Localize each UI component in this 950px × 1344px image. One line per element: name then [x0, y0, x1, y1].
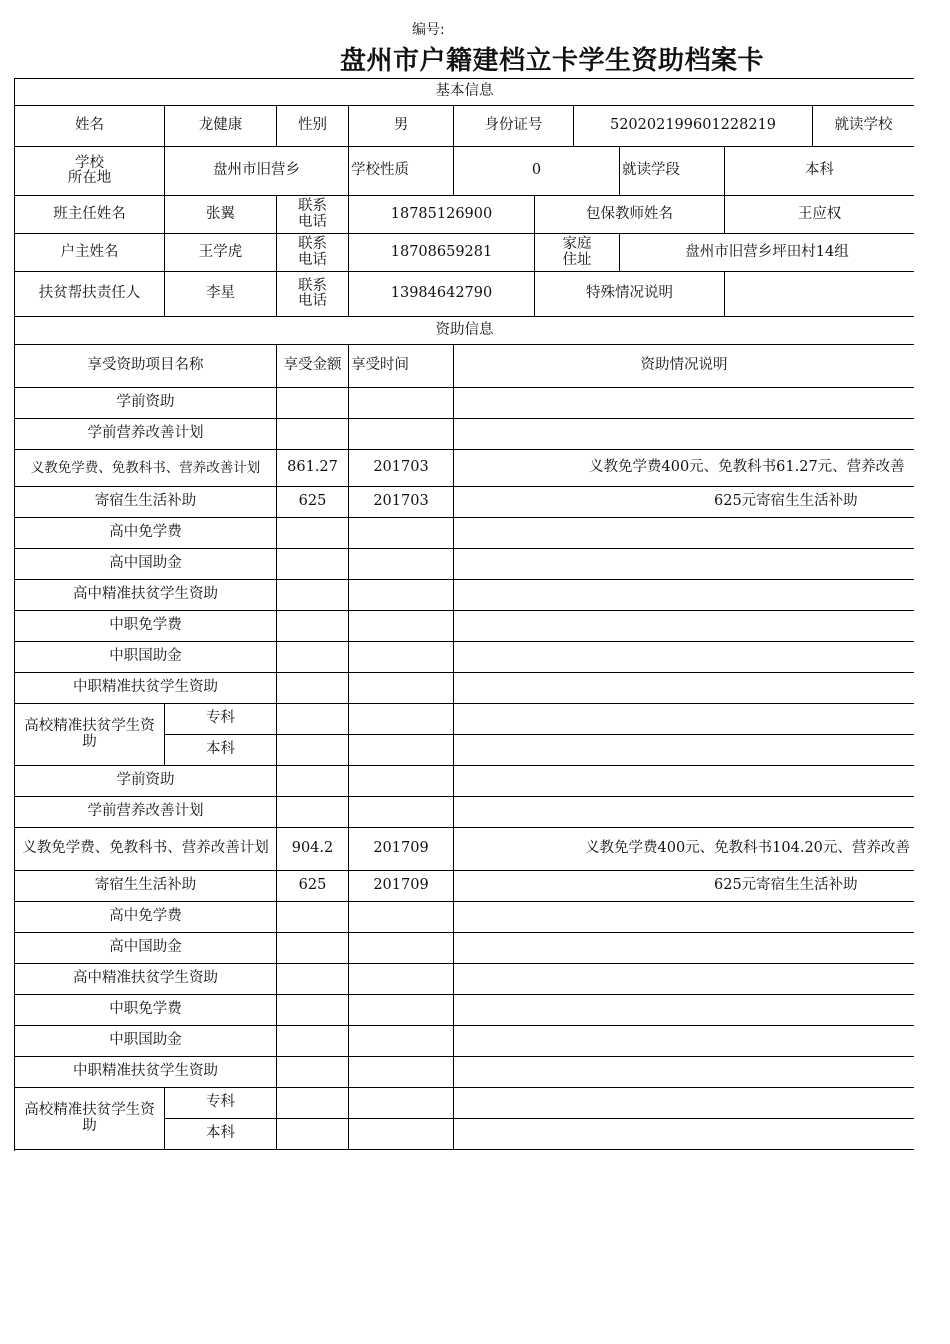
project-name: 高中国助金 — [15, 549, 277, 580]
project-name: 学前营养改善计划 — [15, 797, 277, 828]
basic-info-heading: 基本信息 — [15, 79, 914, 106]
amount-value: 861.27 — [277, 450, 349, 487]
amount-value — [277, 735, 349, 766]
desc-value — [454, 933, 914, 964]
time-value — [349, 580, 454, 611]
gender-value: 男 — [349, 106, 454, 147]
amount-value — [277, 673, 349, 704]
amount-value — [277, 1026, 349, 1057]
project-name: 中职国助金 — [15, 642, 277, 673]
time-value — [349, 766, 454, 797]
desc-value — [454, 1057, 914, 1088]
col-desc-header: 资助情况说明 — [454, 345, 914, 388]
householder-phone: 18708659281 — [349, 234, 535, 272]
home-address-value: 盘州市旧营乡坪田村14组 — [620, 234, 914, 272]
desc-value — [454, 902, 914, 933]
project-subtype: 本科 — [165, 735, 277, 766]
home-address-label: 家庭 住址 — [535, 234, 620, 272]
gender-label: 性别 — [277, 106, 349, 147]
time-value — [349, 549, 454, 580]
project-name: 中职免学费 — [15, 611, 277, 642]
time-value — [349, 902, 454, 933]
amount-value — [277, 419, 349, 450]
project-name: 义教免学费、免教科书、营养改善计划 — [15, 450, 277, 487]
aid-person-label: 扶贫帮扶责任人 — [15, 272, 165, 317]
desc-value — [454, 388, 914, 419]
time-value — [349, 419, 454, 450]
class-teacher-value: 张翼 — [165, 196, 277, 234]
desc-value — [454, 766, 914, 797]
time-value — [349, 1057, 454, 1088]
amount-value — [277, 1088, 349, 1119]
mentor-teacher-label: 包保教师姓名 — [535, 196, 725, 234]
amount-value: 904.2 — [277, 828, 349, 871]
special-notes-label: 特殊情况说明 — [535, 272, 725, 317]
school-type-label: 学校性质 — [349, 147, 454, 196]
desc-value — [454, 611, 914, 642]
amount-value — [277, 797, 349, 828]
project-name: 中职精准扶贫学生资助 — [15, 673, 277, 704]
aid-person-value: 李星 — [165, 272, 277, 317]
stage-label: 就读学段 — [620, 147, 725, 196]
desc-value — [454, 1088, 914, 1119]
time-value — [349, 964, 454, 995]
aid-record-table — [14, 78, 914, 1151]
school-location-label: 学校 所在地 — [15, 147, 165, 196]
school-type-value: 0 — [454, 147, 620, 196]
amount-value — [277, 933, 349, 964]
college-aid-group-label: 高校精准扶贫学生资助 — [15, 1088, 165, 1150]
amount-value — [277, 766, 349, 797]
college-aid-group-label: 高校精准扶贫学生资助 — [15, 704, 165, 766]
class-teacher-phone: 18785126900 — [349, 196, 535, 234]
phone-label: 联系 电话 — [277, 234, 349, 272]
time-value — [349, 797, 454, 828]
aid-person-phone: 13984642790 — [349, 272, 535, 317]
time-value: 201703 — [349, 450, 454, 487]
desc-value — [454, 1119, 914, 1150]
amount-value: 625 — [277, 487, 349, 518]
id-number-value: 520202199601228219 — [574, 106, 813, 147]
desc-value — [454, 580, 914, 611]
time-value — [349, 388, 454, 419]
amount-value — [277, 580, 349, 611]
desc-value — [454, 518, 914, 549]
time-value — [349, 995, 454, 1026]
page-title: 盘州市户籍建档立卡学生资助档案卡 — [340, 46, 765, 76]
project-subtype: 专科 — [165, 1088, 277, 1119]
class-teacher-label: 班主任姓名 — [15, 196, 165, 234]
amount-value — [277, 642, 349, 673]
amount-value — [277, 611, 349, 642]
time-value — [349, 704, 454, 735]
special-notes-value — [725, 272, 914, 317]
amount-value — [277, 902, 349, 933]
desc-value: 625元寄宿生生活补助 — [454, 487, 914, 518]
school-label: 就读学校 — [813, 106, 914, 147]
school-location-value: 盘州市旧营乡 — [165, 147, 349, 196]
project-name: 中职国助金 — [15, 1026, 277, 1057]
desc-value — [454, 673, 914, 704]
phone-label: 联系 电话 — [277, 196, 349, 234]
funding-info-heading: 资助信息 — [15, 317, 914, 345]
desc-value: 义教免学费400元、免教科书104.20元、营养改善 — [454, 828, 914, 871]
stage-value: 本科 — [725, 147, 914, 196]
desc-value: 义教免学费400元、免教科书61.27元、营养改善 — [454, 450, 914, 487]
amount-value: 625 — [277, 871, 349, 902]
householder-value: 王学虎 — [165, 234, 277, 272]
time-value — [349, 642, 454, 673]
project-name: 高中精准扶贫学生资助 — [15, 580, 277, 611]
desc-value — [454, 1026, 914, 1057]
mentor-teacher-value: 王应权 — [725, 196, 914, 234]
desc-value — [454, 419, 914, 450]
amount-value — [277, 995, 349, 1026]
time-value — [349, 1026, 454, 1057]
time-value — [349, 518, 454, 549]
desc-value — [454, 704, 914, 735]
project-name: 学前资助 — [15, 766, 277, 797]
project-name: 学前营养改善计划 — [15, 419, 277, 450]
project-name: 寄宿生生活补助 — [15, 487, 277, 518]
desc-value — [454, 735, 914, 766]
col-time-header: 享受时间 — [349, 345, 454, 388]
time-value — [349, 611, 454, 642]
householder-label: 户主姓名 — [15, 234, 165, 272]
project-name: 高中免学费 — [15, 902, 277, 933]
col-project-header: 享受资助项目名称 — [15, 345, 277, 388]
desc-value — [454, 797, 914, 828]
time-value — [349, 1088, 454, 1119]
name-label: 姓名 — [15, 106, 165, 147]
serial-number-label: 编号: — [412, 22, 445, 38]
name-value: 龙健康 — [165, 106, 277, 147]
desc-value — [454, 995, 914, 1026]
project-name: 义教免学费、免教科书、营养改善计划 — [15, 828, 277, 871]
time-value — [349, 673, 454, 704]
project-name: 高中免学费 — [15, 518, 277, 549]
project-subtype: 本科 — [165, 1119, 277, 1150]
desc-value: 625元寄宿生生活补助 — [454, 871, 914, 902]
project-name: 中职免学费 — [15, 995, 277, 1026]
project-name: 寄宿生生活补助 — [15, 871, 277, 902]
phone-label: 联系 电话 — [277, 272, 349, 317]
col-amount-header: 享受金额 — [277, 345, 349, 388]
time-value — [349, 1119, 454, 1150]
amount-value — [277, 1119, 349, 1150]
project-name: 学前资助 — [15, 388, 277, 419]
amount-value — [277, 704, 349, 735]
time-value — [349, 933, 454, 964]
amount-value — [277, 964, 349, 995]
time-value: 201709 — [349, 828, 454, 871]
time-value: 201709 — [349, 871, 454, 902]
amount-value — [277, 1057, 349, 1088]
desc-value — [454, 642, 914, 673]
project-name: 高中精准扶贫学生资助 — [15, 964, 277, 995]
id-number-label: 身份证号 — [454, 106, 574, 147]
desc-value — [454, 964, 914, 995]
time-value: 201703 — [349, 487, 454, 518]
time-value — [349, 735, 454, 766]
project-name: 中职精准扶贫学生资助 — [15, 1057, 277, 1088]
desc-value — [454, 549, 914, 580]
amount-value — [277, 388, 349, 419]
amount-value — [277, 549, 349, 580]
project-subtype: 专科 — [165, 704, 277, 735]
amount-value — [277, 518, 349, 549]
project-name: 高中国助金 — [15, 933, 277, 964]
